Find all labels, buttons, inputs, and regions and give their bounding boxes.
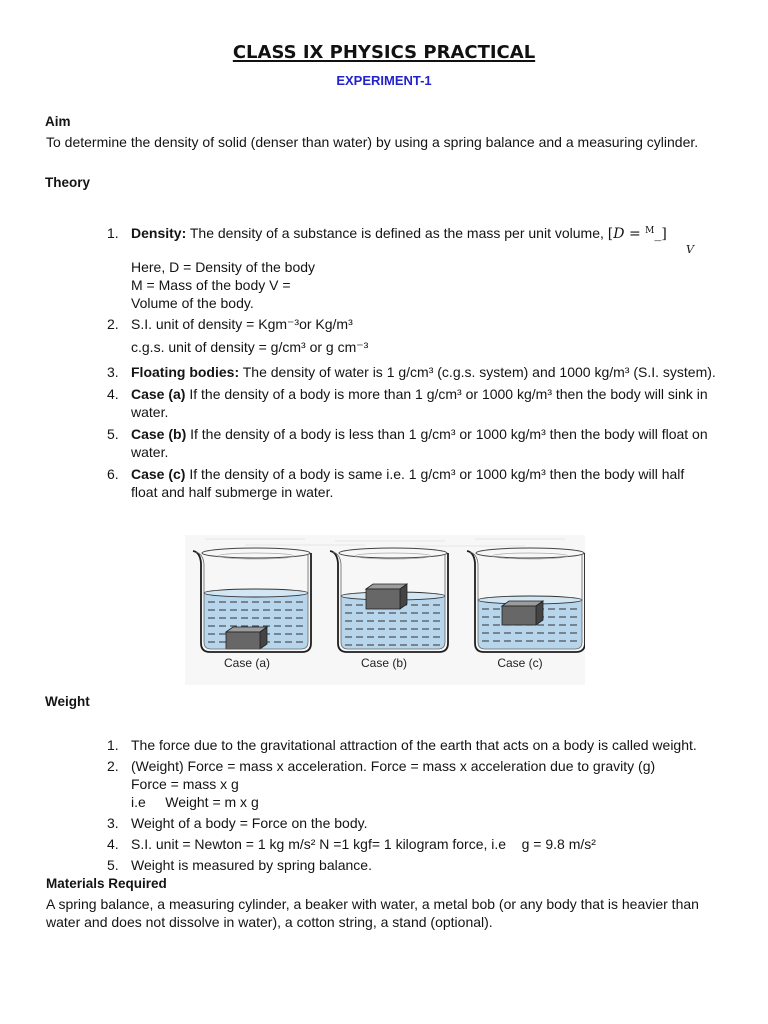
formula-equals: = [628,226,641,242]
theory-item-label: Case (b) [131,426,187,442]
density-formula [608,226,667,242]
list-number: 1. [107,225,119,241]
list-number: 2. [107,316,119,332]
caption-case-c: Case (c) [497,656,543,670]
list-number: 4. [107,836,119,852]
weight-item-body [131,736,747,754]
theory-item-1-note: Here, D = Density of the body M = Mass of the body V = Volume of the body. [131,259,316,311]
theory-item-3 [107,363,747,381]
weight-item-text: The force due to the gravitational attraction of the earth that acts on a body is called weight. [131,737,697,753]
theory-item-body [131,425,747,461]
formula-numerator: M [645,226,655,237]
theory-item-1 [107,224,747,243]
theory-item-text: If the density of a body is more than 1 g/cm³ or 1000 kg/m³ then the body will sink in water. [131,386,708,420]
theory-item-text: The density of water is 1 g/cm³ (c.g.s. system) and 1000 kg/m³ (S.I. system). [242,364,716,380]
theory-item-label: Case (c) [131,466,186,482]
theory-item-body [131,315,747,333]
density-cases-figure [185,535,585,685]
theory-item-text: If the density of a body is less than 1 g/cm³ or 1000 kg/m³ then the body will float on water. [131,426,708,460]
weight-item-text: S.I. unit = Newton = 1 kg m/s² N =1 kgf= 1 kilogram force, i.e g = 9.8 m/s² [131,836,596,852]
weight-item-text: (Weight) Force = mass x acceleration. Force = mass x acceleration due to gravity (g) Force = mass x g i.e Weight = m x g [131,758,656,810]
theory-item-text: The density of a substance is defined as the mass per unit volume, [189,225,604,241]
list-number: 2. [107,758,119,774]
weight-item-text: Weight of a body = Force on the body. [131,815,368,831]
theory-item-label: Floating bodies: [131,364,240,380]
theory-item-4 [107,385,747,421]
theory-item-6 [107,465,747,501]
weight-item-body [131,856,747,874]
page-title-text: CLASS IX PHYSICS PRACTICAL [232,42,536,63]
theory-item-2-note: c.g.s. unit of density = g/cm³ or g cm⁻³ [131,339,369,355]
list-number: 4. [107,386,119,402]
water-surface-case-a [204,589,308,597]
weight-item-text: Weight is measured by spring balance. [131,857,372,873]
theory-item-body [131,224,747,243]
solid-block-case-a [226,627,267,649]
weight-item-5 [107,856,747,874]
formula-lhs: D [613,226,625,242]
solid-block-case-c [502,601,543,625]
materials-text: A spring balance, a measuring cylinder, a beaker with water, a metal bob (or any body that is heavier than water and does not dissolve in water), a cotton string, a stand (optional). [46,896,699,930]
theory-item-body [131,363,747,381]
formula-denominator: V [686,243,694,256]
theory-item-body [131,465,747,501]
beakers-illustration [185,535,585,685]
weight-item-4 [107,835,747,853]
aim-heading: Aim [45,114,71,129]
theory-item-label: Density: [131,225,187,241]
materials-heading: Materials Required [46,876,167,891]
caption-case-a: Case (a) [223,656,271,670]
weight-item-body [131,757,747,811]
list-number: 3. [107,815,119,831]
theory-item-body [131,385,747,421]
formula-bar: _ [654,226,662,242]
list-number: 3. [107,364,119,380]
experiment-label: EXPERIMENT-1 [336,73,432,88]
theory-item-2 [107,315,747,333]
page-title [0,42,768,64]
formula-open-bracket: [ [607,226,614,242]
weight-item-1 [107,736,747,754]
theory-item-label: Case (a) [131,386,186,402]
theory-item-text: S.I. unit of density = Kgm⁻³or Kg/m³ [131,316,353,332]
aim-text: To determine the density of solid (denser than water) by using a spring balance and a measuring cylinder. [46,134,699,150]
theory-item-text: If the density of a body is same i.e. 1 g/cm³ or 1000 kg/m³ then the body will half float and half submerge in water. [131,466,685,500]
theory-heading: Theory [45,175,91,190]
solid-block-case-b [366,584,407,609]
list-number: 5. [107,426,119,442]
list-number: 5. [107,857,119,873]
weight-item-body [131,835,747,853]
list-number: 1. [107,737,119,753]
weight-item-body [131,814,747,832]
formula-close-bracket: ] [661,226,667,242]
theory-item-5 [107,425,747,461]
weight-item-2 [107,757,747,811]
weight-item-3 [107,814,747,832]
caption-case-b: Case (b) [360,656,408,670]
list-number: 6. [107,466,119,482]
weight-heading: Weight [45,694,90,709]
